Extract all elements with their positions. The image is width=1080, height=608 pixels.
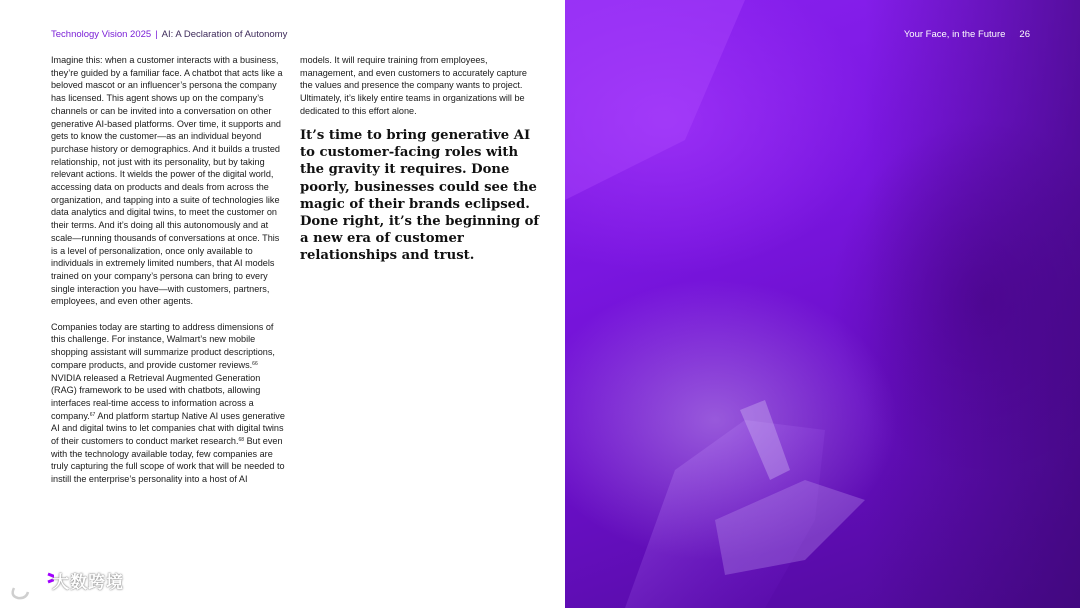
footnote-ref[interactable]: 68: [238, 437, 245, 444]
body-paragraph: models. It will require training from employees, management, and even customers to accurately capture the values and presence the company wants to project. Ultimately, it’s likely entire teams in organizations will be dedicated to this effort alone.: [300, 55, 527, 116]
chapter-title: Your Face, in the Future: [903, 29, 1006, 40]
paragraph-text: Companies today are starting to address dimensions of this challenge. For instance, Walmart’s new mobile shopping assistant will summarize product descriptions, compare products, and provide customer reviews.: [51, 321, 275, 370]
running-header: [51, 29, 287, 40]
body-paragraph: Imagine this: when a customer interacts with a business, they’re guided by a familiar face. A chatbot that acts like a beloved mascot or an influencer’s persona the company has licensed. This agent shows up on the company’s channels or can be invited into a conversation on other generative AI-based platforms. Over time, it supports and gets to know the customer—as an individual beyond purchase history or demographics. And it builds a trusted relationship, not just with its personality, but by taking relevant actions. It wields the power of the digital world, accessing data on products and deals from across the organization, and tapping into a suite of technologies like data analytics and digital twins, to meet the customer on their terms. And it’s doing all this autonomously and at scale—running thousands of conversations at once. This is a level of personalization, once only available to individuals in extremely limited numbers, that AI models trained on your company’s persona can bring to every single interaction you have—with customers, partners, employees, and even other agents.: [51, 55, 283, 307]
abstract-photo: [565, 0, 1080, 608]
page-number: 26: [1019, 29, 1030, 40]
running-header-right: [904, 29, 1030, 40]
header-separator: |: [155, 29, 158, 40]
body-column-1: [51, 54, 287, 499]
section-title: AI: A Declaration of Autonomy: [161, 29, 288, 40]
paragraph-text: But even with the technology available today, few companies are truly capturing the full scope of work that will be needed to instill the enterprise’s personality into a host of AI: [51, 436, 285, 485]
accenture-logo-icon: [8, 566, 54, 602]
report-title: Technology Vision 2025: [51, 29, 152, 40]
watermark: [52, 568, 124, 593]
hero-image: [565, 0, 1080, 608]
pull-quote: It’s time to bring generative AI to customer-facing roles with the gravity it requires. Done poorly, businesses could see the magic of their brands eclipsed. Done right, it’s the beginning of a new era of customer relationships and trust.: [300, 128, 540, 264]
body-paragraph: [51, 321, 287, 486]
footnote-ref[interactable]: 67: [89, 411, 96, 418]
watermark-text: 大数跨境: [52, 573, 124, 592]
paragraph-text: NVIDIA released a Retrieval Augmented Generation (RAG) framework to be used with chatbots, allowing interfaces real-time access to information across a company.: [51, 372, 261, 421]
light-shape: [565, 0, 745, 200]
paragraph-text: And platform startup Native AI uses generative AI and digital twins to let companies chat with digital twins of their customers to conduct market research.: [51, 410, 285, 447]
footnote-ref[interactable]: 66: [252, 360, 258, 367]
shadow-area: [865, 0, 1080, 608]
body-column-2: [300, 54, 540, 118]
